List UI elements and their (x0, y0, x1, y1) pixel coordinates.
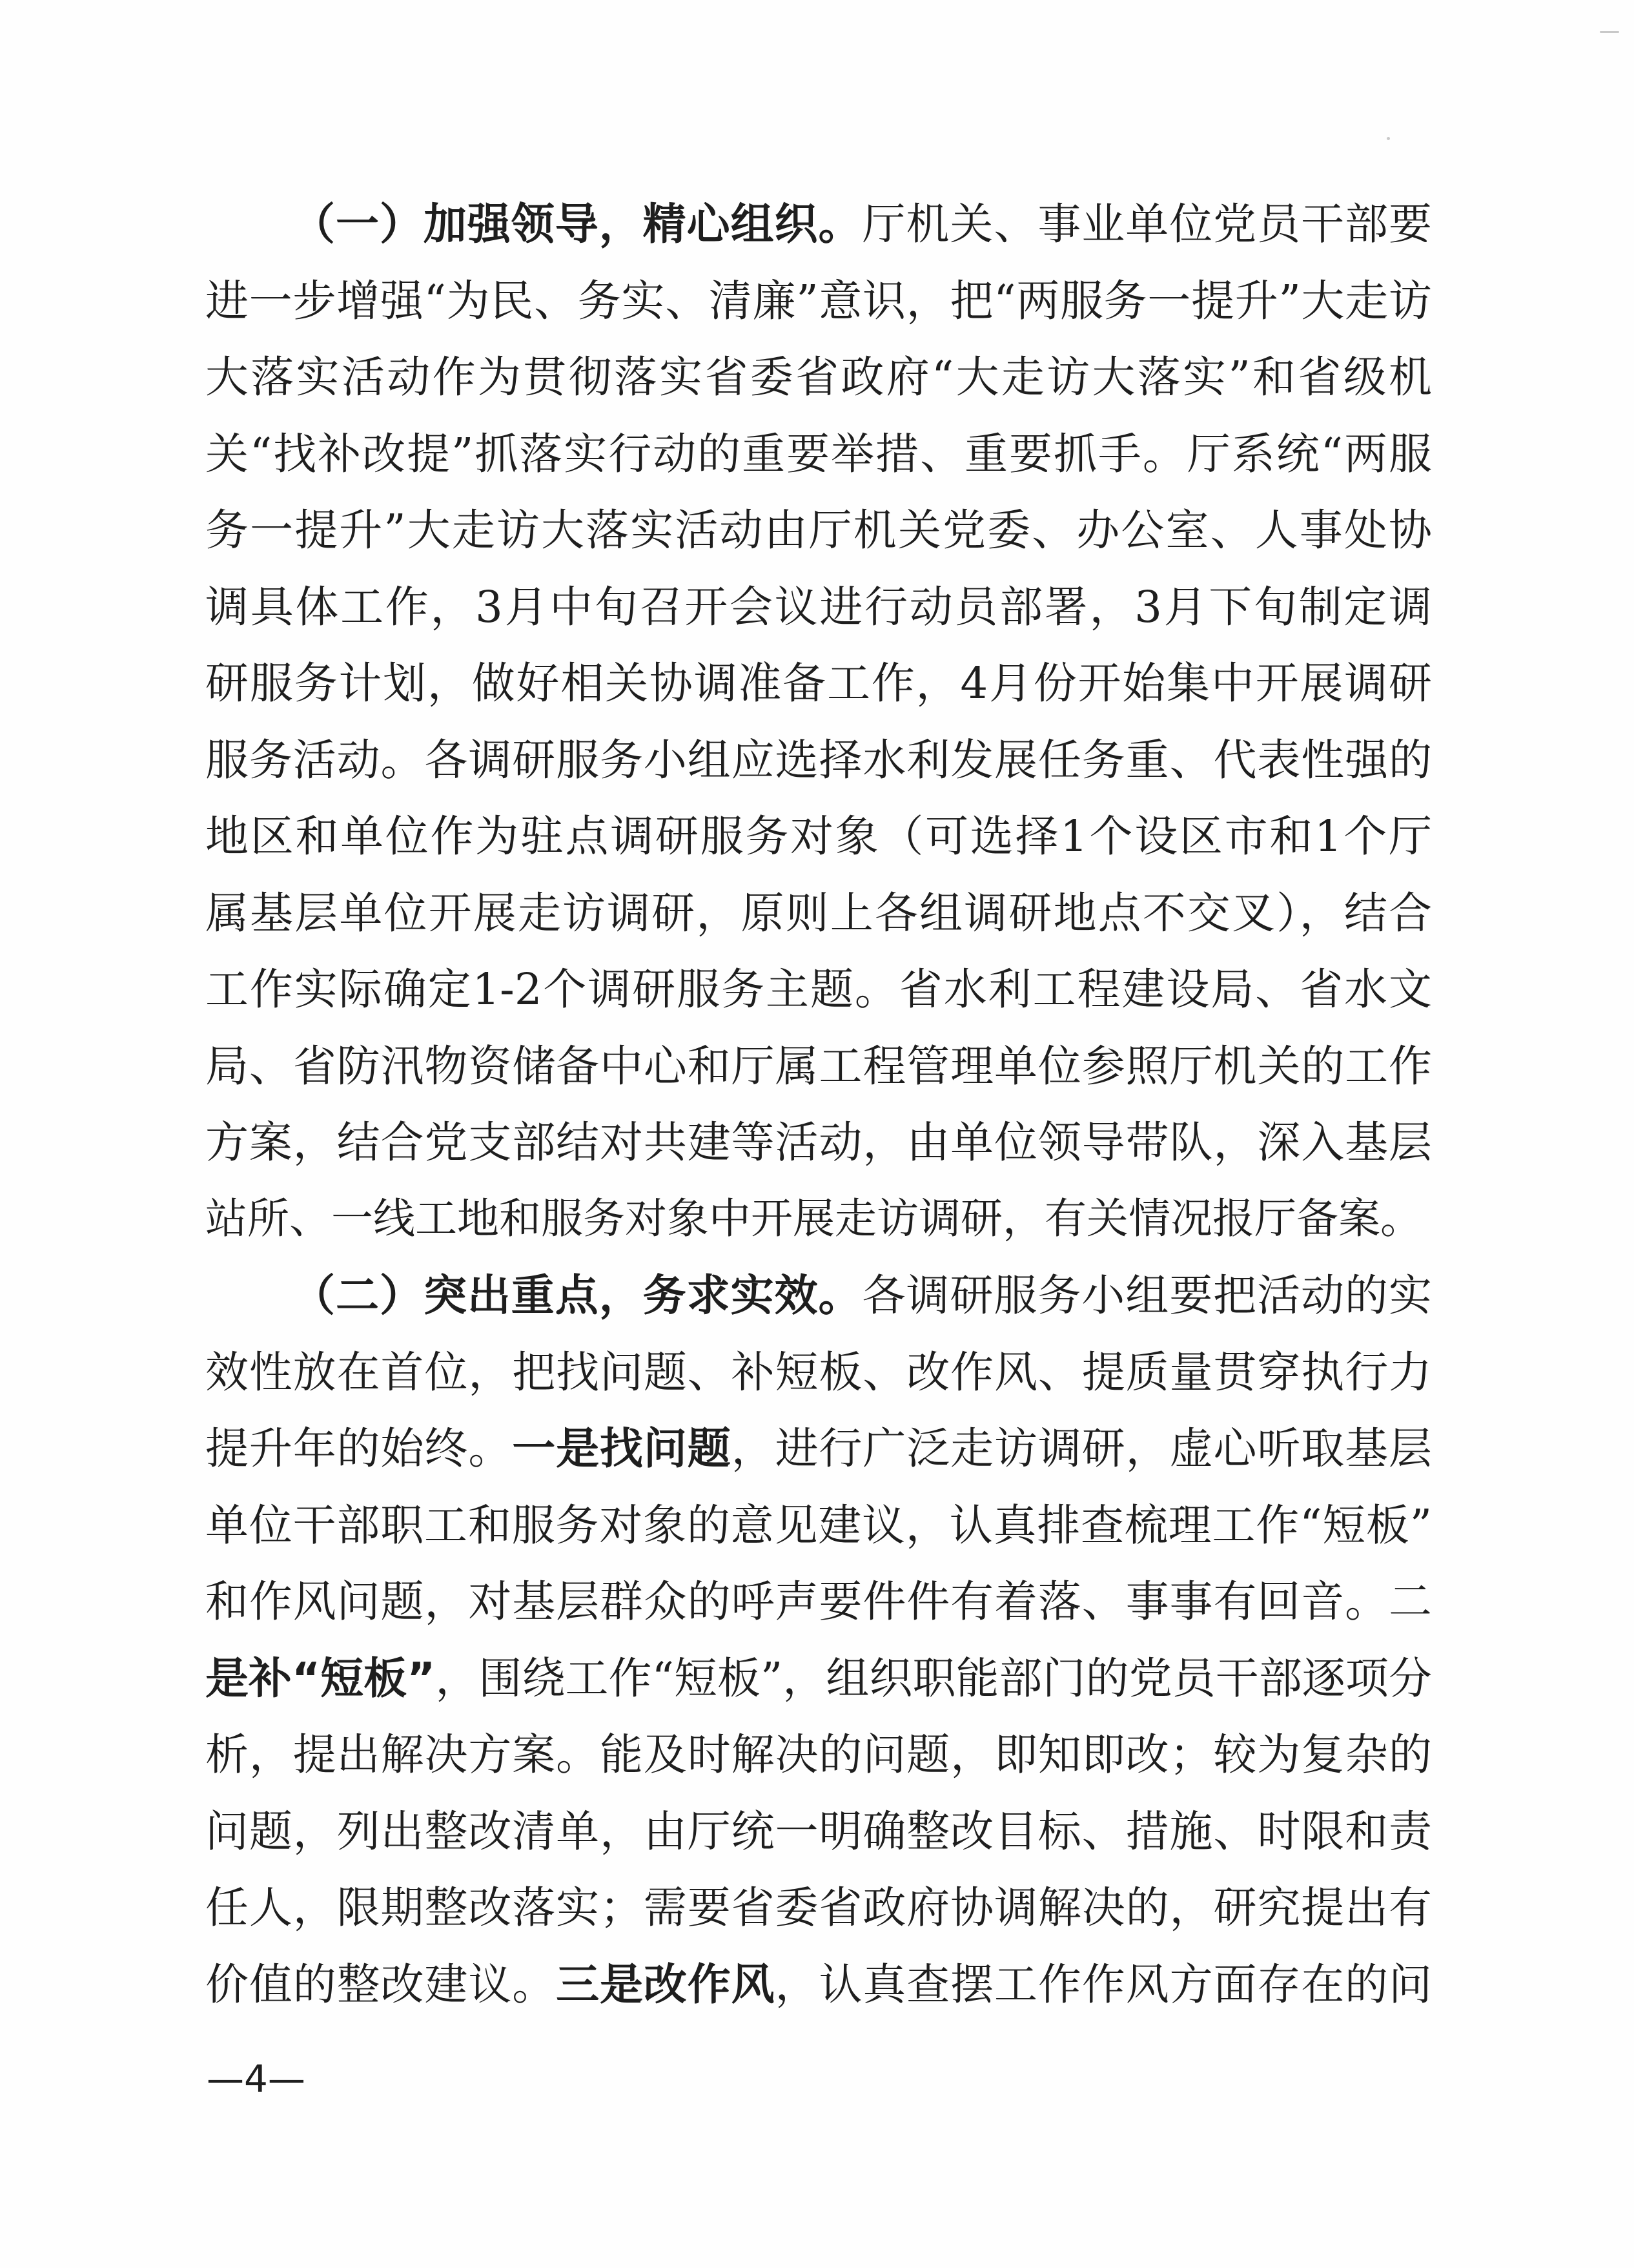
paragraph-line: 提升年的始终。一是找问题，进行广泛走访调研，虚心听取基层 (205, 1423, 1432, 1474)
paragraph-line: （二）突出重点，务求实效。各调研服务小组要把活动的实 (292, 1270, 1432, 1321)
paragraph-line: 析，提出解决方案。能及时解决的问题，即知即改；较为复杂的 (205, 1729, 1432, 1780)
paragraph-line: 局、省防汛物资储备中心和厅属工程管理单位参照厅机关的工作 (205, 1040, 1432, 1091)
scan-speck (1600, 31, 1619, 33)
paragraph-line: 属基层单位开展走访调研，原则上各组调研地点不交叉），结合 (205, 887, 1432, 938)
paragraph-line: 调具体工作，3月中旬召开会议进行动员部署，3月下旬制定调 (205, 581, 1432, 632)
paragraph-line: 是补“短板”，围绕工作“短板”，组织职能部门的党员干部逐项分 (205, 1653, 1432, 1704)
paragraph-line: 关“找补改提”抓落实行动的重要举措、重要抓手。厅系统“两服 (205, 428, 1432, 479)
paragraph-line: 单位干部职工和服务对象的意见建议，认真排查梳理工作“短板” (205, 1500, 1432, 1551)
paragraph-line: 方案，结合党支部结对共建等活动，由单位领导带队，深入基层 (205, 1117, 1432, 1168)
paragraph-line: 效性放在首位，把找问题、补短板、改作风、提质量贯穿执行力 (205, 1346, 1432, 1397)
paragraph-line: 站所、一线工地和服务对象中开展走访调研，有关情况报厅备案。 (205, 1194, 1423, 1243)
paragraph-line: 问题，列出整改清单，由厅统一明确整改目标、措施、时限和责 (205, 1806, 1432, 1857)
paragraph-line: （一）加强领导，精心组织。厅机关、事业单位党员干部要 (292, 199, 1432, 249)
paragraph-line: 进一步增强“为民、务实、清廉”意识，把“两服务一提升”大走访 (205, 275, 1432, 326)
scan-speck (1387, 137, 1390, 140)
paragraph-line: 务一提升”大走访大落实活动由厅机关党委、办公室、人事处协 (205, 505, 1432, 555)
paragraph-line: 服务活动。各调研服务小组应选择水利发展任务重、代表性强的 (205, 734, 1432, 785)
paragraph-line: 和作风问题，对基层群众的呼声要件件有着落、事事有回音。二 (205, 1576, 1432, 1627)
paragraph-line: 任人，限期整改落实；需要省委省政府协调解决的，研究提出有 (205, 1882, 1432, 1933)
emphasis-text: 是补“短板” (205, 1653, 436, 1704)
paragraph-line: 大落实活动作为贯彻落实省委省政府“大走访大落实”和省级机 (205, 352, 1432, 402)
emphasis-text: 一是找问题 (512, 1423, 731, 1474)
paragraph-line: 研服务计划，做好相关协调准备工作，4月份开始集中开展调研 (205, 658, 1432, 708)
page-number: —4— (207, 2057, 305, 2101)
section-heading: （一）加强领导，精心组织。 (292, 199, 863, 249)
emphasis-text: 三是改作风 (556, 1959, 775, 2010)
paragraph-line: 地区和单位作为驻点调研服务对象（可选择1个设区市和1个厅 (205, 811, 1432, 861)
section-heading: （二）突出重点，务求实效。 (292, 1270, 863, 1321)
paragraph-line: 价值的整改建议。三是改作风，认真查摆工作作风方面存在的问 (205, 1959, 1432, 2010)
paragraph-line: 工作实际确定1-2个调研服务主题。省水利工程建设局、省水文 (205, 964, 1432, 1015)
document-body (205, 186, 1432, 2023)
